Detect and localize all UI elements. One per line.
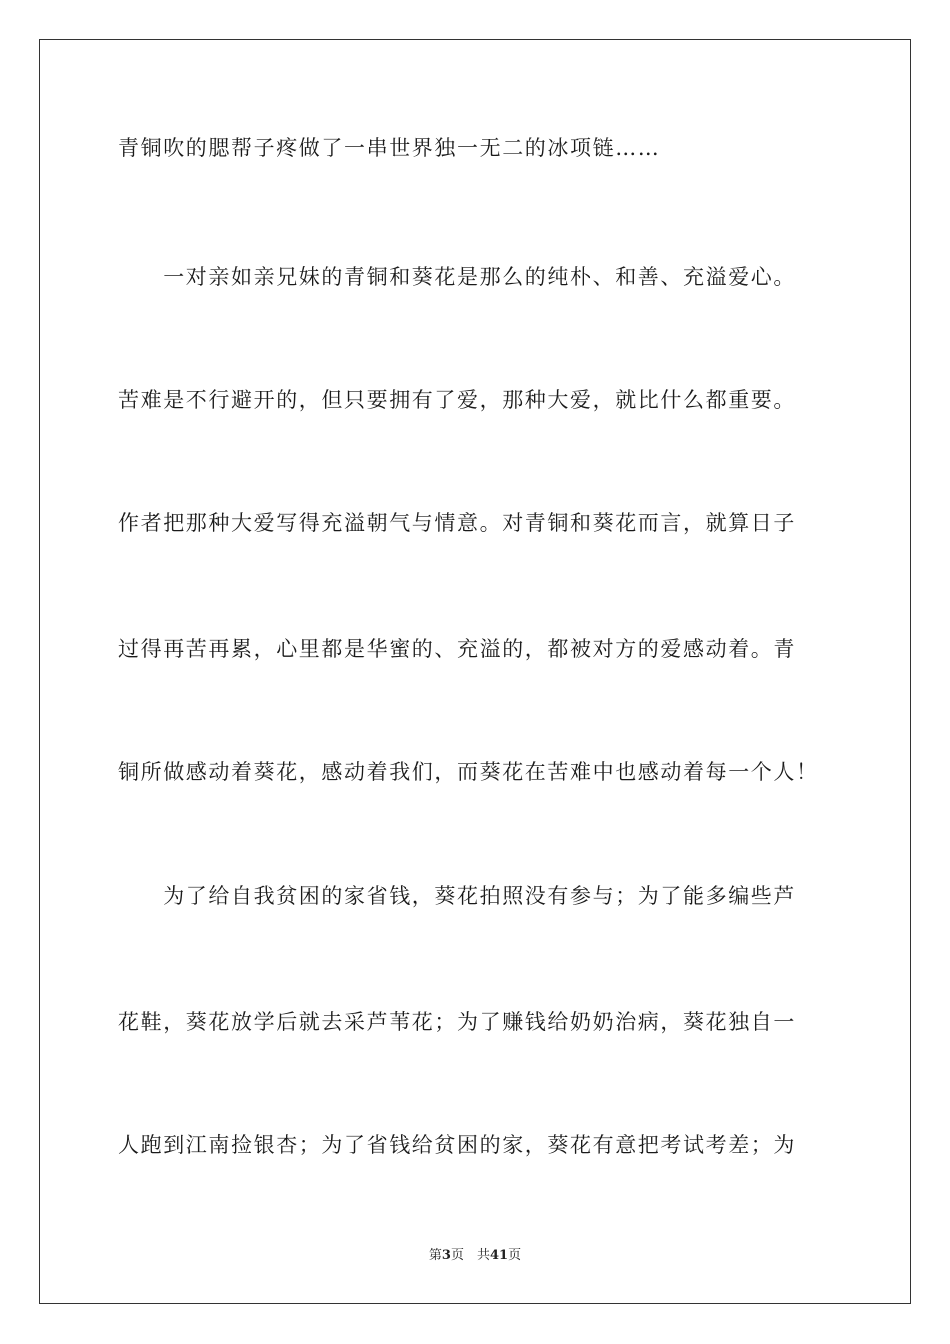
- paragraph-line: 花鞋，葵花放学后就去采芦苇花；为了赚钱给奶奶治病，葵花独自一: [118, 1010, 796, 1034]
- footer-page-suffix: 页 共: [450, 1248, 490, 1263]
- paragraph-line: 作者把那种大爱写得充溢朝气与情意。对青铜和葵花而言，就算日子: [118, 511, 796, 535]
- footer-total-suffix: 页: [508, 1248, 522, 1263]
- paragraph-line: 青铜吹的腮帮子疼做了一串世界独一无二的冰项链……: [118, 136, 661, 160]
- total-page-count: 41: [489, 1248, 509, 1263]
- paragraph-line: 过得再苦再累，心里都是华蜜的、充溢的，都被对方的爱感动着。青: [118, 637, 796, 661]
- current-page-number: 3: [441, 1248, 451, 1263]
- paragraph-line: 铜所做感动着葵花，感动着我们，而葵花在苦难中也感动着每一个人！: [118, 760, 819, 784]
- paragraph-line: 苦难是不行避开的，但只要拥有了爱，那种大爱，就比什么都重要。: [118, 388, 796, 412]
- paragraph-line: 人跑到江南捡银杏；为了省钱给贫困的家，葵花有意把考试考差；为: [118, 1133, 796, 1157]
- page-footer: [0, 1247, 950, 1265]
- paragraph-line: 为了给自我贫困的家省钱，葵花拍照没有参与；为了能多编些芦: [118, 884, 796, 908]
- paragraph-line: 一对亲如亲兄妹的青铜和葵花是那么的纯朴、和善、充溢爱心。: [118, 265, 796, 289]
- footer-prefix: 第: [428, 1248, 442, 1263]
- page-border: [39, 39, 911, 1304]
